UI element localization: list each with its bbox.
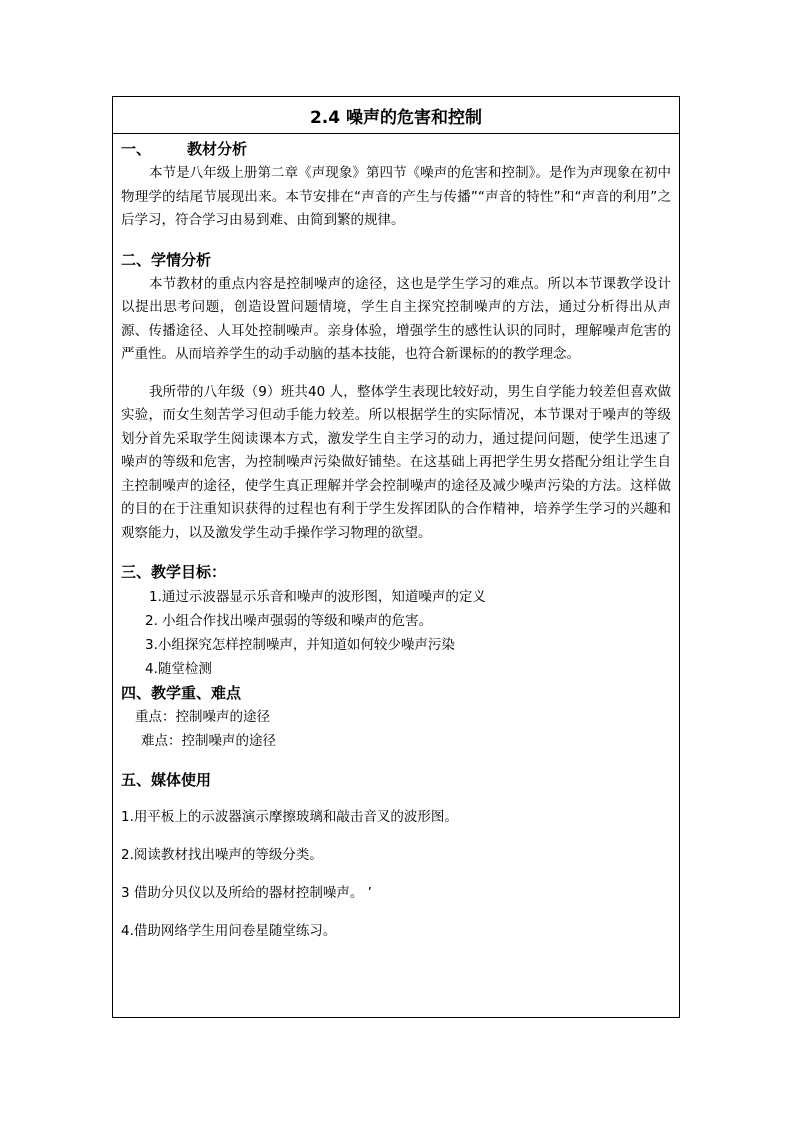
- goal-item-2: 2. 小组合作找出噪声强弱的等级和噪声的危害。: [145, 613, 433, 629]
- section-2-paragraph-1: 本节教材的重点内容是控制噪声的途径，这也是学生学习的难点。所以本节课教学设计以提出思考问题，创造设置问题情境，学生自主探究控制噪声的方法，通过分析得出从声源、传播途径、人耳处控制噪声。亲身体验，增强学生的感性认识的同时，理解噪声危害的严重性。从而培养学生的动手动脑的基本技能，也符合新课标的的教学理念。: [121, 275, 671, 362]
- goal-item-4: 4.随堂检测: [145, 661, 212, 677]
- goal-item-3: 3.小组探究怎样控制噪声，并知道如何较少噪声污染: [145, 637, 455, 653]
- section-4-heading: 四、教学重、难点: [121, 684, 242, 702]
- media-item-2: 2.阅读教材找出噪声的等级分类。: [121, 847, 323, 863]
- content-cell: [113, 136, 679, 943]
- lesson-plan-table: [112, 96, 680, 1018]
- key-point: 重点：控制噪声的途径: [135, 709, 270, 725]
- section-2-heading: 二、学情分析: [121, 250, 212, 269]
- section-1-heading: [121, 136, 671, 162]
- goal-item-1: 1.通过示波器显示乐音和噪声的波形图，知道噪声的定义: [149, 589, 486, 605]
- title-row: [113, 97, 679, 134]
- section-2-paragraph-2: 我所带的八年级（9）班共40 人，整体学生表现比较好动，男生自学能力较差但喜欢做实验，而女生刻苦学习但动手能力较差。所以根据学生的实际情况，本节课对于噪声的等级划分首先采取学生阅读课本方式，激发学生自主学习的动力，通过提问问题，使学生迅速了噪声的等级和危害，为控制噪声污染做好铺垫。在这基础上再把学生男女搭配分组让学生自主控制噪声的途径，使学生真正理解并学会控制噪声的途径及减少噪声污染的方法。这样做的目的在于注重知识获得的过程也有利于学生发挥团队的合作精神，培养学生学习的兴趣和观察能力，以及激发学生动手操作学习物理的欲望。: [121, 383, 671, 541]
- difficult-point: 难点：控制噪声的途径: [141, 733, 276, 749]
- media-item-4: 4.借助网络学生用问卷星随堂练习。: [121, 923, 337, 939]
- section-3-heading: 三、教学目标：: [121, 563, 227, 581]
- section-5-heading: 五、媒体使用: [121, 771, 212, 789]
- section-1-number: 一、: [121, 140, 152, 158]
- media-item-3: 3 借助分贝仪以及所给的器材控制噪声。 ’: [121, 885, 372, 901]
- page-title: 2.4 噪声的危害和控制: [309, 107, 483, 128]
- section-1-paragraph: 本节是八年级上册第二章《声现象》第四节《噪声的危害和控制》。是作为声现象在初中物理学的结尾节展现出来。本节安排在“声音的产生与传播”“声音的特性”和“声音的利用”之后学习，符合学习由易到难、由简到繁的规律。: [121, 165, 671, 228]
- media-item-1: 1.用平板上的示波器演示摩擦玻璃和敲击音叉的波形图。: [121, 809, 458, 825]
- section-1-title: 教材分析: [187, 140, 248, 158]
